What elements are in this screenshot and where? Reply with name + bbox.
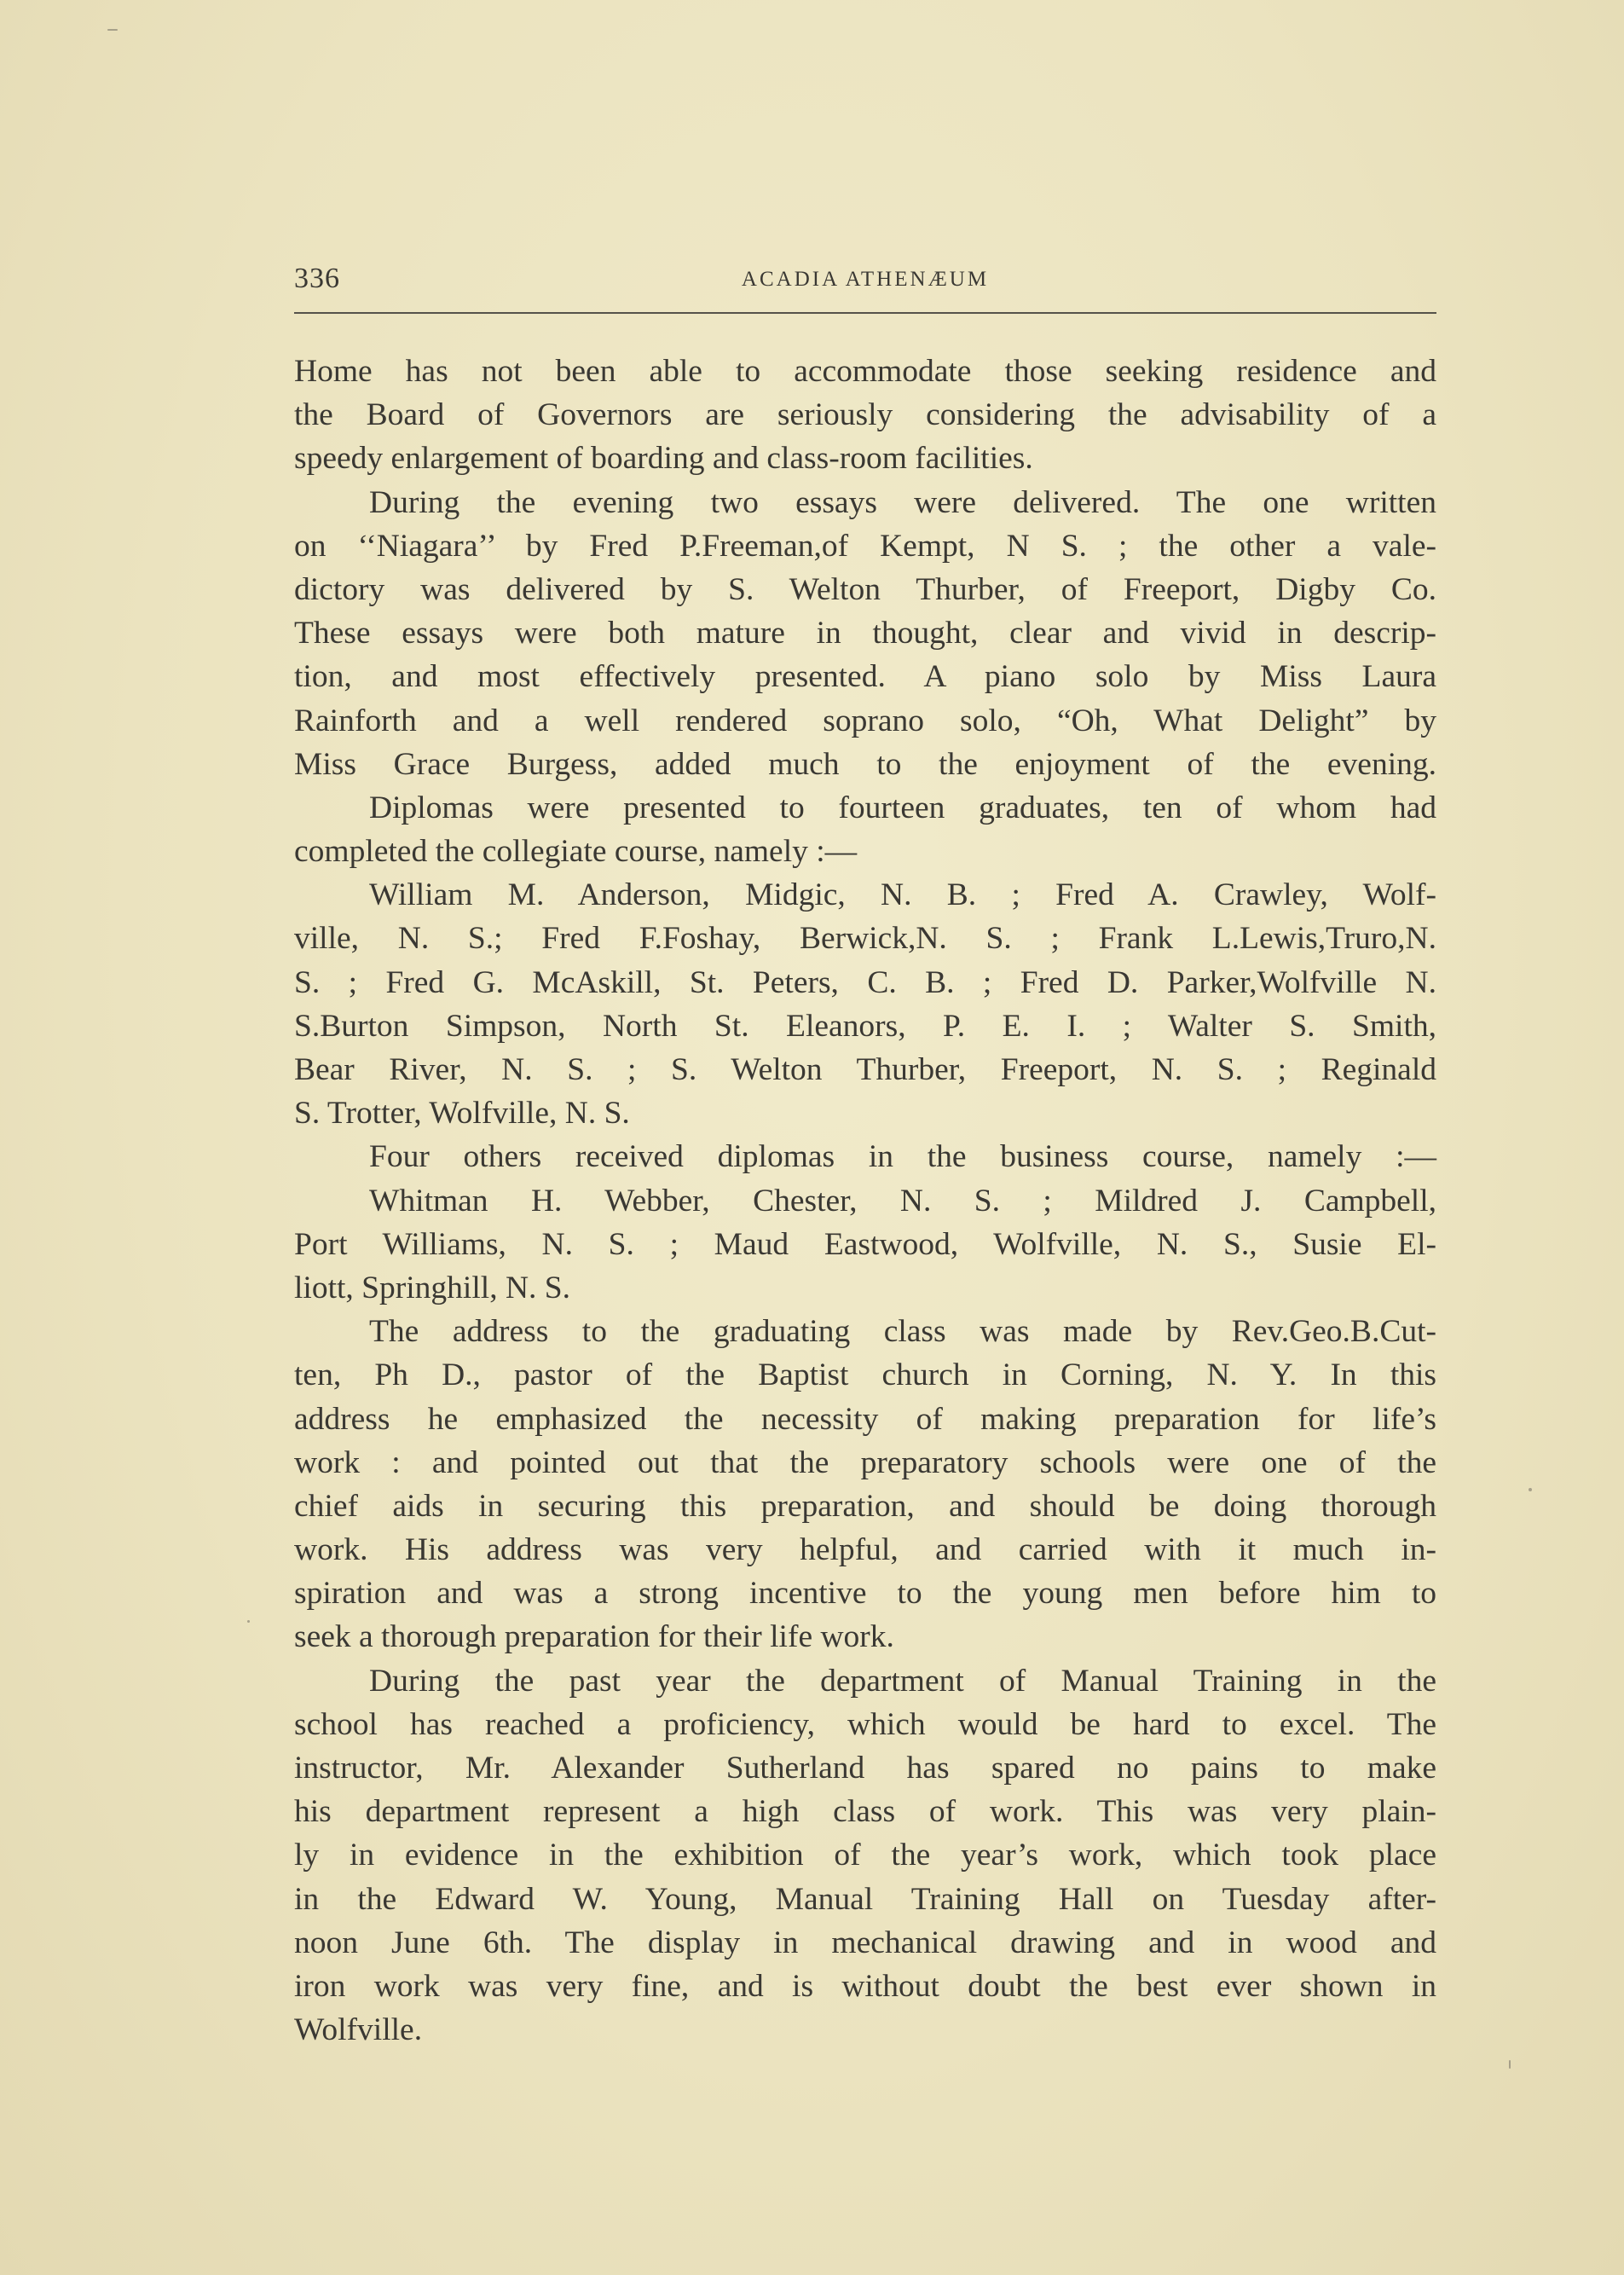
text-line: Rainforth and a well rendered soprano solo, “Oh, What Delight” by: [294, 703, 1436, 738]
text-line: ville, N. S.; Fred F.Foshay, Berwick,N. S. ; Frank L.Lewis,Truro,N.: [294, 921, 1436, 957]
text-line: Four others received diplomas in the business course, namely :—: [369, 1139, 1436, 1175]
text-line: William M. Anderson, Midgic, N. B. ; Fred A. Crawley, Wolf-: [369, 877, 1436, 913]
page-number: 336: [294, 263, 340, 294]
text-line: seek a thorough preparation for their life work.: [294, 1619, 894, 1655]
text-line: work. His address was very helpful, and carried with it much in-: [294, 1532, 1436, 1568]
text-line: Miss Grace Burgess, added much to the enjoyment of the evening.: [294, 746, 1436, 782]
text-line: iron work was very fine, and is without doubt the best ever shown in: [294, 1968, 1436, 2004]
journal-title: ACADIA ATHENÆUM: [741, 268, 990, 291]
paper-speck: [1509, 2060, 1511, 2069]
text-line: S. Trotter, Wolfville, N. S.: [294, 1096, 630, 1132]
text-line: his department represent a high class of work. This was very plain-: [294, 1794, 1436, 1830]
text-line: the Board of Governors are seriously considering the advisability of a: [294, 397, 1436, 433]
text-line: During the evening two essays were delivered. The one written: [369, 484, 1436, 520]
text-line: These essays were both mature in thought, clear and vivid in descrip-: [294, 616, 1436, 651]
text-line: speedy enlargement of boarding and class-room facilities.: [294, 441, 1033, 477]
paper-speck: [1529, 1488, 1532, 1491]
text-line: chief aids in securing this preparation, and should be doing thorough: [294, 1488, 1436, 1524]
text-line: Diplomas were presented to fourteen graduates, ten of whom had: [369, 790, 1436, 825]
text-line: in the Edward W. Young, Manual Training Hall on Tuesday after-: [294, 1881, 1436, 1917]
text-line: dictory was delivered by S. Welton Thurber, of Freeport, Digby Co.: [294, 571, 1436, 607]
text-line: on ‘‘Niagara’’ by Fred P.Freeman,of Kempt, N S. ; the other a vale-: [294, 528, 1436, 564]
text-line: Whitman H. Webber, Chester, N. S. ; Mildred J. Campbell,: [369, 1183, 1436, 1219]
text-line: instructor, Mr. Alexander Sutherland has spared no pains to make: [294, 1751, 1436, 1786]
text-line: work : and pointed out that the preparatory schools were one of the: [294, 1444, 1436, 1480]
running-head: [294, 263, 1436, 305]
text-line: school has reached a proficiency, which would be hard to excel. The: [294, 1706, 1436, 1742]
text-line: ly in evidence in the exhibition of the year’s work, which took place: [294, 1838, 1436, 1873]
text-line: During the past year the department of Manual Training in the: [369, 1663, 1436, 1699]
header-rule: [294, 312, 1436, 314]
text-line: S.Burton Simpson, North St. Eleanors, P. E. I. ; Walter S. Smith,: [294, 1008, 1436, 1044]
paper-speck: [247, 1620, 250, 1623]
text-line: liott, Springhill, N. S.: [294, 1270, 571, 1305]
text-line: spiration and was a strong incentive to the young men before him to: [294, 1576, 1436, 1612]
text-line: noon June 6th. The display in mechanical drawing and in wood and: [294, 1925, 1436, 1960]
text-line: Port Williams, N. S. ; Maud Eastwood, Wolfville, N. S., Susie El-: [294, 1226, 1436, 1262]
text-line: address he emphasized the necessity of making preparation for life’s: [294, 1401, 1436, 1437]
text-line: Wolfville.: [294, 2012, 423, 2048]
paper-speck: [107, 29, 118, 31]
text-line: ten, Ph D., pastor of the Baptist church in Corning, N. Y. In this: [294, 1357, 1436, 1393]
text-line: The address to the graduating class was made by Rev.Geo.B.Cut-: [369, 1314, 1436, 1350]
text-line: completed the collegiate course, namely :—: [294, 834, 858, 870]
body-text: [294, 350, 1436, 2052]
text-line: Home has not been able to accommodate those seeking residence and: [294, 354, 1436, 389]
text-line: S. ; Fred G. McAskill, St. Peters, C. B. ; Fred D. Parker,Wolfville N.: [294, 964, 1436, 1000]
text-line: Bear River, N. S. ; S. Welton Thurber, Freeport, N. S. ; Reginald: [294, 1052, 1436, 1087]
text-line: tion, and most effectively presented. A piano solo by Miss Laura: [294, 659, 1436, 695]
